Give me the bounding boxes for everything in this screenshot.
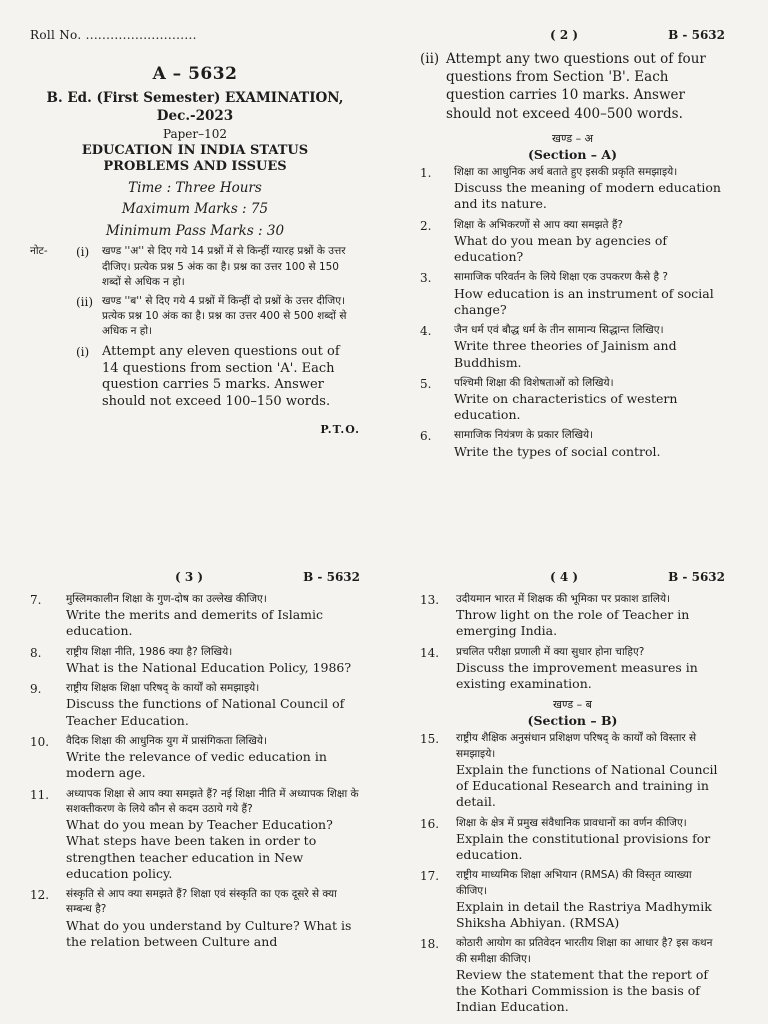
exam-meta	[30, 178, 360, 243]
roll-number-label: Roll No. ...........................	[30, 28, 197, 42]
paper-code: B - 5632	[303, 570, 360, 584]
instruction-item	[420, 50, 725, 123]
page-4	[420, 570, 725, 1020]
question-hindi: प्रचलित परीक्षा प्रणाली में क्या सुधार होना चाहिए?	[456, 645, 645, 658]
minimum-pass-marks: Minimum Pass Marks : 30	[105, 222, 285, 239]
instruction-item	[76, 294, 360, 340]
question-hindi: राष्ट्रीय शिक्षक शिक्षा परिषद् के कार्यों को समझाइये।	[66, 682, 260, 695]
question-number: 12.	[30, 888, 50, 903]
question-number: 10.	[30, 734, 50, 749]
question-list	[420, 731, 725, 1015]
question-number: 4.	[420, 324, 432, 339]
page-header	[30, 570, 360, 584]
question-number: 18.	[420, 937, 440, 952]
question-english: Write the relevance of vedic education in modern age.	[66, 749, 327, 781]
question-item	[420, 816, 725, 864]
paper-number: Paper–102	[162, 127, 228, 142]
question-english: Write three theories of Jainism and Buddhism.	[454, 338, 677, 370]
note-label: नोट-	[30, 245, 48, 258]
paper-code: B - 5632	[668, 28, 725, 42]
question-number: 13.	[420, 593, 440, 607]
question-item	[420, 218, 725, 266]
note-block	[30, 244, 360, 415]
question-english: Explain in detail the Rastriya Madhymik Shiksha Abhiyan. (RMSA)	[456, 898, 712, 931]
question-number: 8.	[30, 645, 42, 660]
exam-date: Dec.-2023	[156, 107, 234, 124]
section-heading-hindi: खण्ड – ब	[553, 698, 592, 712]
question-english: Discuss the improvement measures in existing examination.	[456, 659, 698, 692]
question-number: 5.	[420, 376, 432, 391]
instruction-number: (ii)	[76, 295, 94, 310]
question-hindi: सामाजिक नियंत्रण के प्रकार लिखिये।	[454, 429, 594, 442]
page-3	[30, 570, 360, 955]
time-allowed: Time : Three Hours	[128, 179, 262, 196]
question-number: 11.	[30, 787, 50, 802]
question-hindi: संस्कृति से आप क्या समझते हैं? शिक्षा एवं संस्कृति का एक दूसरे से क्या सम्बन्ध है?	[66, 888, 337, 916]
question-item	[30, 734, 360, 782]
instruction-item	[76, 244, 360, 290]
question-item	[420, 376, 725, 424]
question-english: Write the merits and demerits of Islamic education.	[66, 607, 324, 639]
question-hindi: राष्ट्रीय शैक्षिक अनुसंधान प्रशिक्षण परिषद् के कार्यों को विस्तार से समझाइये।	[456, 732, 697, 760]
question-item	[420, 165, 725, 213]
question-hindi: जैन धर्म एवं बौद्ध धर्म के तीन सामान्य सिद्धान्त लिखिए।	[454, 324, 664, 337]
question-hindi: सामाजिक परिवर्तन के लिये शिक्षा एक उपकरण कैसे है ?	[454, 271, 669, 284]
question-item	[30, 887, 360, 950]
question-item	[30, 645, 360, 676]
pto-label: P.T.O.	[320, 423, 360, 437]
question-hindi: शिक्षा का आधुनिक अर्थ बताते हुए इसकी प्रकृति समझाइये।	[454, 165, 678, 178]
instruction-text: खण्ड ''ब'' से दिए गये 4 प्रश्नों में किन्हीं दो प्रश्नों के उत्तर दीजिए। प्रत्येक प्रश्न 10 अंक का है। प्रश्न का उत्तर 400 से 500 शब्दों से अधिक न हो।	[102, 295, 347, 338]
question-number: 3.	[420, 271, 432, 286]
question-item	[420, 936, 725, 1015]
page-header	[420, 570, 725, 584]
question-item	[420, 868, 725, 931]
paper-code: A – 5632	[152, 64, 238, 84]
question-english: Review the statement that the report of the Kothari Commission is the basis of Indian Education.	[456, 966, 708, 1015]
question-hindi: कोठारी आयोग का प्रतिवेदन भारतीय शिक्षा का आधार है? इस कथन की समीक्षा कीजिए।	[456, 937, 713, 965]
question-hindi: मुस्लिमकालीन शिक्षा के गुण-दोष का उल्लेख कीजिए।	[66, 593, 267, 605]
question-list	[420, 165, 725, 460]
question-english: What do you mean by agencies of education?	[454, 232, 668, 265]
question-english: Write the types of social control.	[454, 443, 661, 459]
question-english: What do you understand by Culture? What is the relation between Culture and	[66, 917, 352, 949]
question-number: 16.	[420, 816, 440, 831]
question-english: Discuss the meaning of modern education and its nature.	[454, 180, 721, 212]
section-heading-hindi: खण्ड – अ	[551, 131, 593, 145]
section-heading-english: (Section – B)	[527, 713, 618, 729]
subject-line-2: PROBLEMS AND ISSUES	[103, 159, 287, 175]
instructions-list	[76, 244, 360, 415]
question-number: 6.	[420, 429, 432, 444]
question-english: Explain the functions of National Council of Educational Research and training in detail.	[456, 761, 718, 810]
question-item	[420, 731, 725, 810]
instruction-text: खण्ड ''अ'' से दिए गये 14 प्रश्नों में से किन्हीं ग्यारह प्रश्नों के उत्तर दीजिए। प्रत्येक प्रश्न 5 अंक का है। प्रश्न का उत्तर 100 से 150 शब्दों से अधिक न हो।	[102, 245, 346, 288]
page-1	[30, 28, 360, 436]
exam-title: B. Ed. (First Semester) EXAMINATION,	[46, 90, 344, 106]
instruction-item	[76, 344, 360, 412]
question-item	[420, 270, 725, 318]
section-heading-english: (Section – A)	[527, 146, 618, 162]
question-hindi: राष्ट्रीय शिक्षा नीति, 1986 क्या है? लिखिये।	[66, 645, 233, 658]
question-hindi: शिक्षा के अभिकरणों से आप क्या समझते हैं?	[454, 218, 623, 231]
question-list	[30, 592, 360, 950]
question-number: 9.	[30, 682, 42, 697]
question-english: Write on characteristics of western education.	[454, 390, 678, 423]
question-number: 17.	[420, 869, 440, 884]
question-english: Throw light on the role of Teacher in emerging India.	[456, 607, 690, 639]
page-number: ( 3 )	[175, 570, 204, 584]
question-hindi: उदीयमान भारत में शिक्षक की भूमिका पर प्रकाश डालिये।	[456, 593, 671, 605]
instruction-number: (i)	[76, 245, 90, 260]
question-item	[30, 681, 360, 729]
question-english: What do you mean by Teacher Education? What steps have been taken in order to strengthen teacher education in New education policy.	[66, 817, 333, 881]
question-english: How education is an instrument of social change?	[454, 285, 714, 317]
question-english: What is the National Education Policy, 1986?	[66, 659, 352, 675]
question-number: 15.	[420, 732, 440, 747]
instruction-text: Attempt any eleven questions out of 14 questions from section 'A'. Each question carries 5 marks. Answer should not exceed 100–150 words.	[102, 343, 340, 410]
maximum-marks: Maximum Marks : 75	[121, 201, 269, 218]
question-item	[30, 592, 360, 640]
question-item	[420, 592, 725, 640]
page-number: ( 4 )	[550, 570, 579, 584]
question-item	[420, 645, 725, 693]
question-hindi: राष्ट्रीय माध्यमिक शिक्षा अभियान (RMSA) की विस्तृत व्याख्या कीजिए।	[456, 869, 692, 897]
paper-code: B - 5632	[668, 570, 725, 584]
question-number: 7.	[30, 593, 42, 607]
question-hindi: पश्चिमी शिक्षा की विशेषताओं को लिखिये।	[454, 376, 614, 389]
question-number: 1.	[420, 165, 432, 180]
subject-line-1: EDUCATION IN INDIA STATUS	[81, 143, 309, 159]
question-hindi: अध्यापक शिक्षा से आप क्या समझते हैं? नई शिक्षा नीति में अध्यापक शिक्षा के सशक्तीकरण के लिये कौन से कदम उठाये गये हैं?	[66, 787, 359, 815]
question-english: Explain the constitutional provisions for education.	[456, 830, 711, 863]
question-number: 14.	[420, 645, 440, 660]
page-2	[420, 28, 725, 465]
question-hindi: शिक्षा के क्षेत्र में प्रमुख संवैधानिक प्रावधानों का वर्णन कीजिए।	[456, 816, 687, 829]
question-list	[420, 592, 725, 692]
instruction-number: (ii)	[420, 51, 440, 67]
instruction-number: (i)	[76, 344, 90, 359]
question-item	[420, 323, 725, 371]
instruction-text: Attempt any two questions out of four questions from Section 'B'. Each question carries 10 marks. Answer should not exceed 400–500 words.	[446, 51, 706, 122]
page-number: ( 2 )	[550, 28, 579, 42]
page-header	[420, 28, 725, 42]
question-english: Discuss the functions of National Council of Teacher Education.	[66, 696, 345, 728]
question-item	[420, 428, 725, 459]
question-hindi: वैदिक शिक्षा की आधुनिक युग में प्रासंगिकता लिखिये।	[66, 734, 267, 747]
question-number: 2.	[420, 218, 432, 233]
question-item	[30, 787, 360, 882]
